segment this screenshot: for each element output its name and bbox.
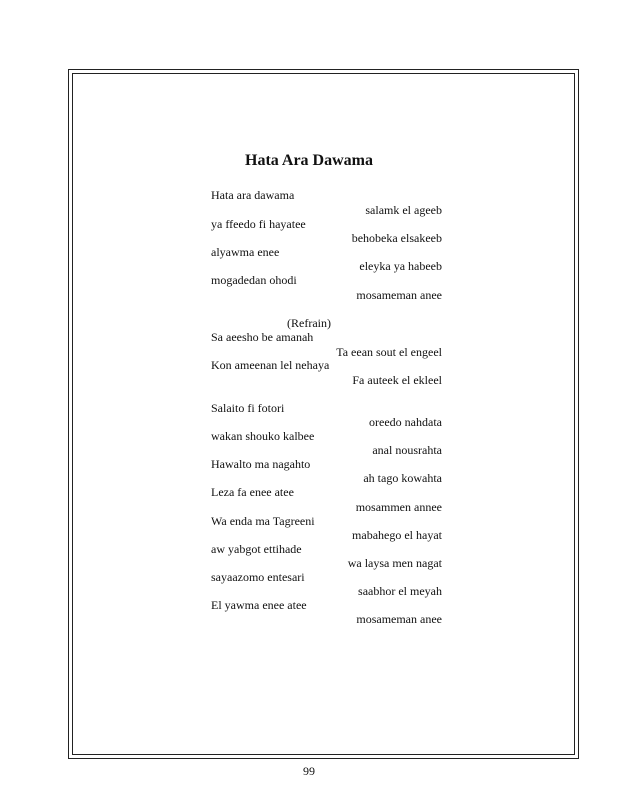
lyric-line: wa laysa men nagat — [347, 556, 442, 570]
lyric-line: saabhor el meyah — [358, 584, 442, 598]
lyric-line: anal nousrahta — [372, 443, 442, 457]
lyric-line: El yawma enee atee — [211, 598, 307, 612]
page-border-inner — [72, 73, 575, 755]
lyric-line: alyawma enee — [211, 245, 280, 259]
lyric-line: Wa enda ma Tagreeni — [211, 514, 315, 528]
song-title: Hata Ara Dawama — [245, 152, 373, 169]
lyric-line: Hata ara dawama — [211, 188, 295, 202]
lyric-line: ah tago kowahta — [363, 471, 442, 485]
lyric-line: mosameman anee — [356, 288, 442, 302]
lyric-line: Ta eean sout el engeel — [336, 345, 442, 359]
lyric-line: wakan shouko kalbee — [211, 429, 315, 443]
lyric-line: mabahego el hayat — [352, 528, 442, 542]
lyric-line: sayaazomo entesari — [211, 570, 305, 584]
lyric-line: Fa auteek el ekleel — [352, 373, 442, 387]
lyric-line: ya ffeedo fi hayatee — [211, 217, 306, 231]
page-number: 99 — [303, 764, 315, 778]
lyric-line: mosammen annee — [355, 500, 442, 514]
lyric-line: aw yabgot ettihade — [211, 542, 302, 556]
lyric-line: eleyka ya habeeb — [359, 259, 442, 273]
lyric-line: mogadedan ohodi — [211, 273, 297, 287]
lyric-line: Hawalto ma nagahto — [211, 457, 311, 471]
lyric-line: salamk el ageeb — [365, 203, 442, 217]
lyric-line: behobeka elsakeeb — [351, 231, 442, 245]
lyric-line: Salaito fi fotori — [211, 401, 285, 415]
lyric-line: oreedo nahdata — [369, 415, 442, 429]
lyric-line: Leza fa enee atee — [211, 485, 294, 499]
refrain-label: (Refrain) — [287, 316, 331, 330]
lyric-line: mosameman anee — [356, 612, 442, 626]
lyric-line: Sa aeesho be amanah — [211, 330, 314, 344]
lyric-line: Kon ameenan lel nehaya — [211, 358, 330, 372]
